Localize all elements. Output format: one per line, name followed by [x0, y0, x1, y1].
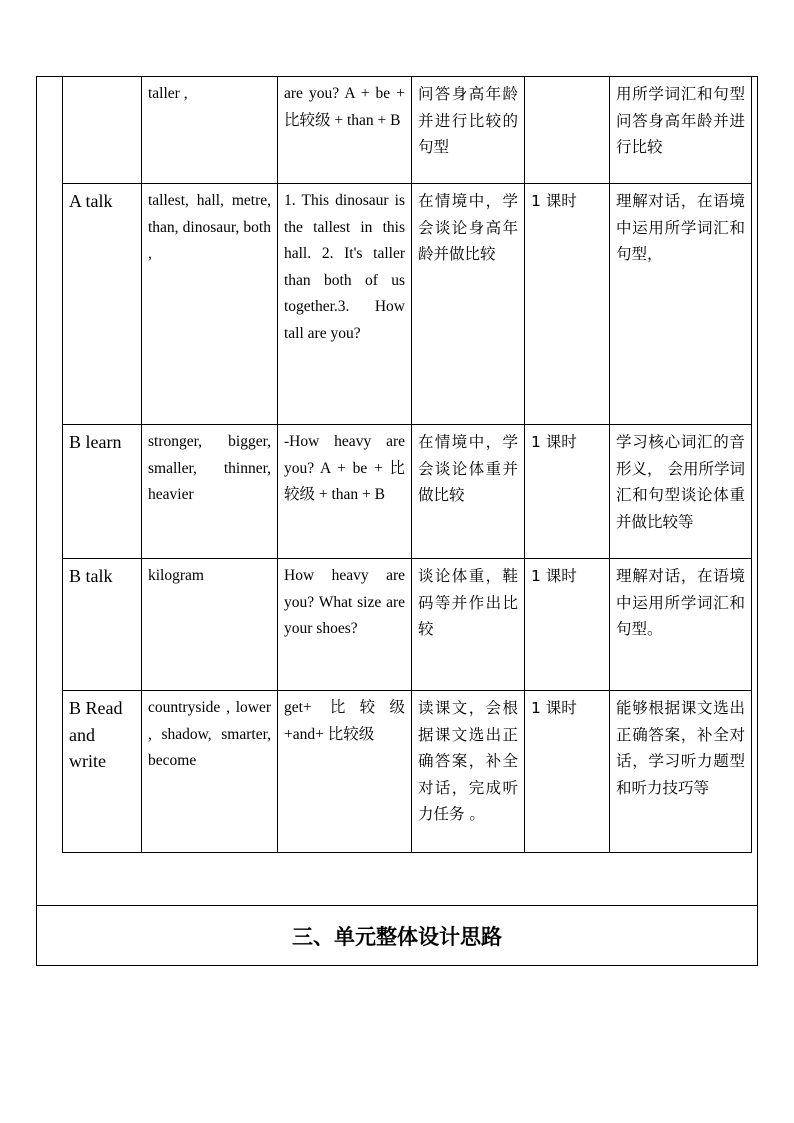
- structure-cell: get+ 比较级 +and+ 比较级: [278, 691, 412, 853]
- table-row: [63, 559, 752, 691]
- hours-cell: 1 课时: [525, 691, 610, 853]
- objective-cell: 能够根据课文选出正确答案，补全对话，学习听力题型和听力技巧等: [610, 691, 752, 853]
- vocab-cell: kilogram: [142, 559, 278, 691]
- goal-cell: 读课文，会根据课文选出正确答案，补全对话，完成听力任务 。: [412, 691, 525, 853]
- lesson-cell: A talk: [63, 184, 142, 425]
- vocab-cell: tallest, hall, metre, than, dinosaur, both ,: [142, 184, 278, 425]
- hours-cell: 1 课时: [525, 425, 610, 559]
- structure-cell: -How heavy are you? A + be + 比较级 + than + B: [278, 425, 412, 559]
- objective-cell: 用所学词汇和句型问答身高年龄并进行比较: [610, 77, 752, 184]
- table-row: [63, 77, 752, 184]
- hours-cell: [525, 77, 610, 184]
- goal-cell: 问答身高年龄并进行比较的句型: [412, 77, 525, 184]
- objective-cell: 理解对话，在语境中运用所学词汇和句型。: [610, 559, 752, 691]
- structure-cell: are you? A + be + 比较级 + than + B: [278, 77, 412, 184]
- objective-cell: 理解对话，在语境中运用所学词汇和句型，: [610, 184, 752, 425]
- table-row: [63, 691, 752, 853]
- section-title: 三、单元整体设计思路: [292, 925, 502, 949]
- table-row: [63, 425, 752, 559]
- hours-cell: 1 课时: [525, 184, 610, 425]
- goal-cell: 在情境中，学会谈论身高年龄并做比较: [412, 184, 525, 425]
- objective-cell: 学习核心词汇的音形义， 会用所学词汇和句型谈论体重并做比较等: [610, 425, 752, 559]
- structure-cell: 1. This dinosaur is the tallest in this hall. 2. It's taller than both of us together.3. How tall are you?: [278, 184, 412, 425]
- lesson-plan-table: [62, 76, 752, 853]
- table-row: [63, 184, 752, 425]
- hours-cell: 1 课时: [525, 559, 610, 691]
- lesson-cell: [63, 77, 142, 184]
- vocab-cell: taller ,: [142, 77, 278, 184]
- vocab-cell: stronger, bigger, smaller, thinner, heavier: [142, 425, 278, 559]
- lesson-cell: B Read and write: [63, 691, 142, 853]
- lesson-cell: B learn: [63, 425, 142, 559]
- vocab-cell: countryside , lower , shadow, smarter, become: [142, 691, 278, 853]
- goal-cell: 在情境中，学会谈论体重并做比较: [412, 425, 525, 559]
- goal-cell: 谈论体重，鞋码等并作出比较: [412, 559, 525, 691]
- structure-cell: How heavy are you? What size are your shoes?: [278, 559, 412, 691]
- lesson-cell: B talk: [63, 559, 142, 691]
